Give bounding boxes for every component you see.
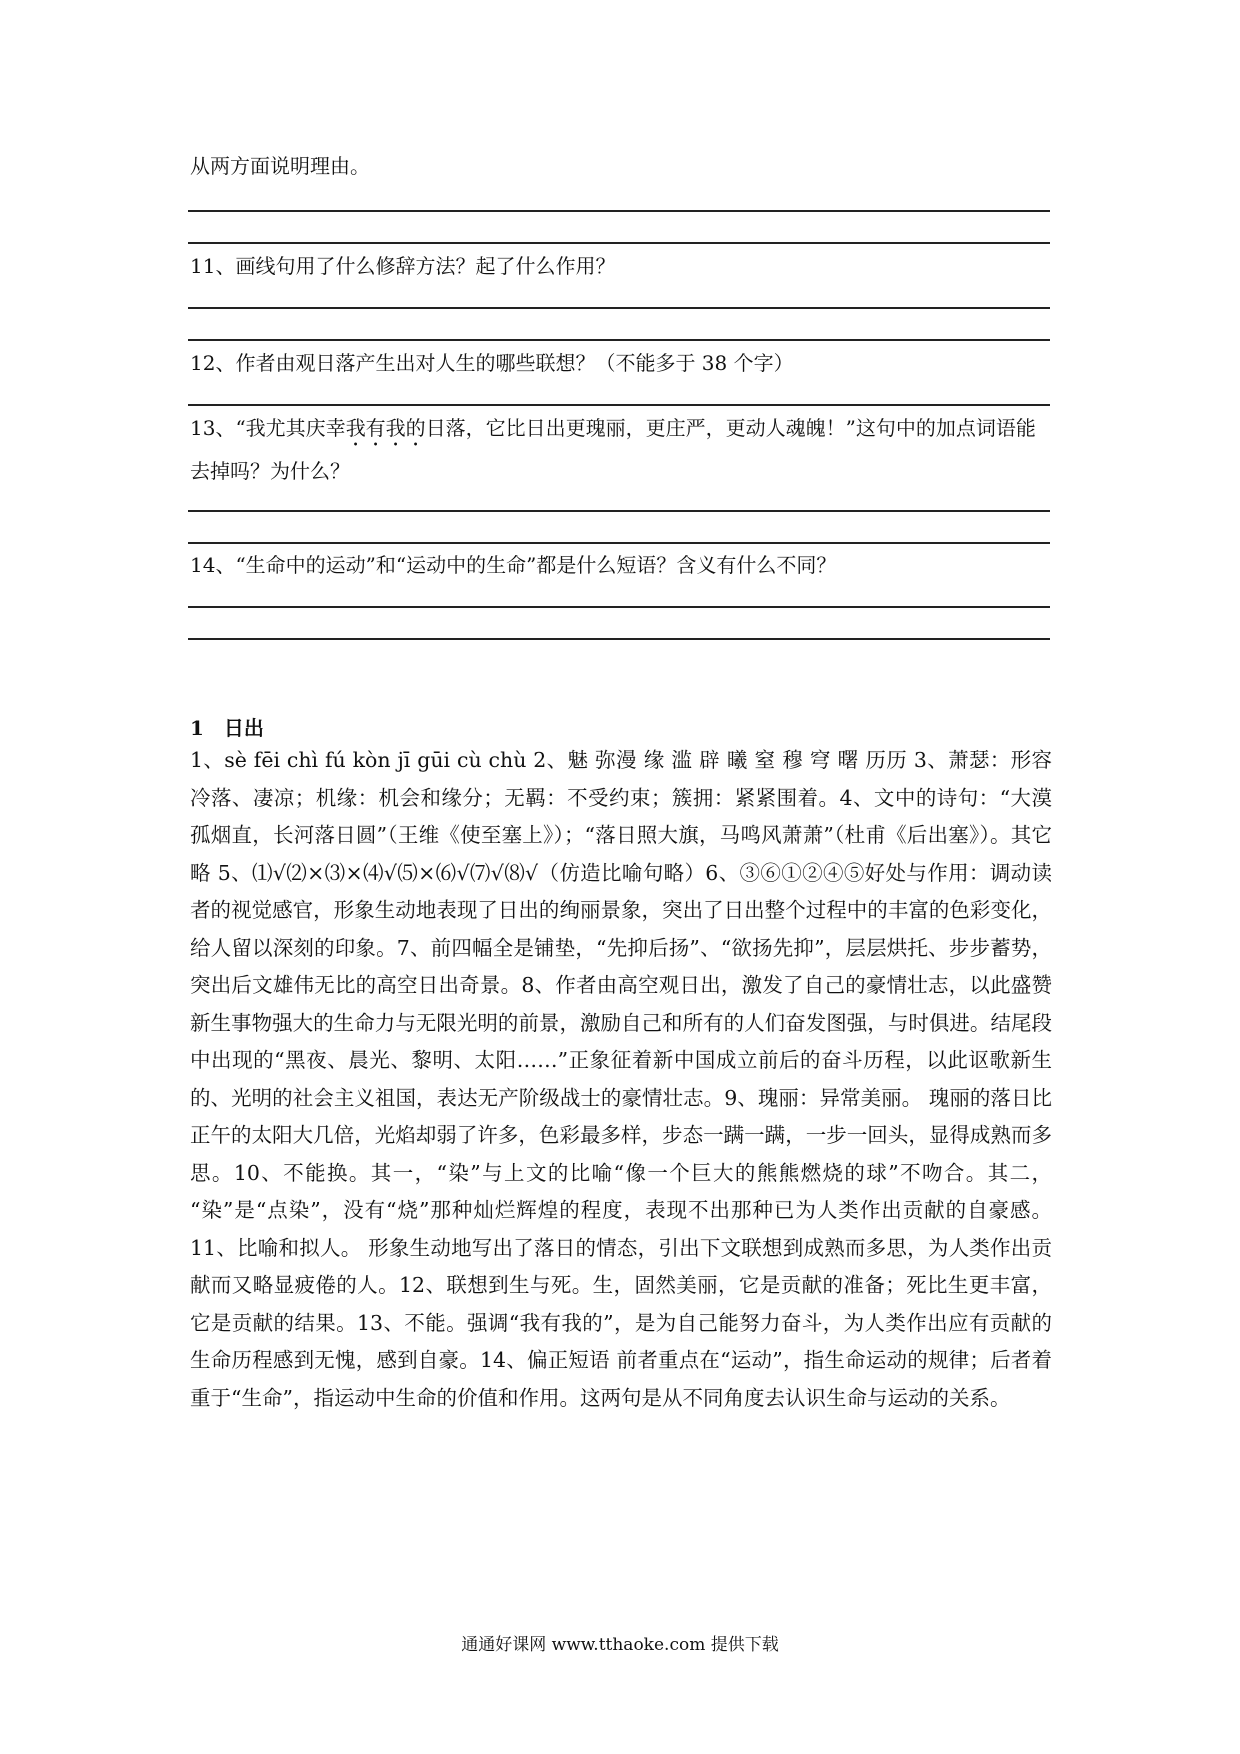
answer-line <box>188 542 1050 544</box>
answer-line <box>188 404 1050 406</box>
answer-12: 12、联想到生与死。生，固然美丽，它是贡献的准备；死比生更丰富，它是贡献的结果。 <box>190 1273 1052 1335</box>
answer-7: 7、前四幅全是铺垫，“先抑后扬”、“欲扬先抑”，层层烘托、步步蓄势，突出后文雄伟无比的高空日出奇景。 <box>190 935 1053 997</box>
answer-11: 11、比喻和拟人。 形象生动地写出了落日的情态，引出下文联想到成熟而多思，为人类作出贡献而又略显疲倦的人。 <box>190 1235 1052 1297</box>
answer-line <box>188 242 1050 244</box>
answer-key <box>190 742 1052 1417</box>
answer-4-5: 4、文中的诗句：“大漠孤烟直，长河落日圆”（王维《使至塞上》）；“落日照大旗，马鸣风萧萧”（杜甫《后出塞》）。其它略 5、⑴√⑵×⑶×⑷√⑸×⑹√⑺√⑻√（仿造比喻句略） <box>190 785 1052 885</box>
section-number: 1 <box>190 716 204 740</box>
question-13 <box>190 408 1050 491</box>
question-13-part-a: 13、“我尤其庆幸 <box>190 416 346 440</box>
answer-line <box>188 210 1050 212</box>
answer-14: 14、偏正短语 前者重点在“运动”，指生命运动的规律；后者着重于“生命”，指运动中生命的价值和作用。这两句是从不同角度去认识生命与运动的关系。 <box>190 1348 1053 1410</box>
emphasized-words: 我有我的 <box>345 416 426 440</box>
question-14: 14、“生命中的运动”和“运动中的生命”都是什么短语？含义有什么不同？ <box>190 553 837 577</box>
question-11: 11、画线句用了什么修辞方法？起了什么作用？ <box>190 254 616 278</box>
answer-line <box>188 307 1050 309</box>
answer-line <box>188 339 1050 341</box>
question-10-tail: 从两方面说明理由。 <box>190 154 370 178</box>
answer-section-title <box>190 712 264 741</box>
answer-9: 9、瑰丽：异常美丽。 瑰丽的落日比正午的太阳大几倍，光焰却弱了许多，色彩最多样，步态一蹒一蹒，一步一回头，显得成熟而多思。 <box>190 1085 1052 1185</box>
answer-10: 10、不能换。其一，“染”与上文的比喻“像一个巨大的熊熊燃烧的球”不吻合。其二， “染”是“点染”，没有“烧”那种灿烂辉煌的程度，表现不出那种已为人类作出贡献的自豪感。 <box>190 1160 1053 1222</box>
answer-6: 6、③⑥①②④⑤好处与作用：调动读者的视觉感官，形象生动地表现了日出的绚丽景象，突出了日出整个过程中的丰富的色彩变化，给人留以深刻的印象。 <box>190 860 1052 960</box>
question-13-part-b: 日落，它比日出更瑰丽，更庄严，更动人魂魄！”这句中的加点词语能去掉吗？为什么？ <box>190 416 1036 483</box>
answer-line <box>188 510 1050 512</box>
question-12: 12、作者由观日落产生出对人生的哪些联想？（不能多于 38 个字） <box>190 351 794 375</box>
answer-8: 8、作者由高空观日出，激发了自己的豪情壮志，以此盛赞新生事物强大的生命力与无限光明的前景，激励自己和所有的人们奋发图强，与时俱进。结尾段中出现的“黑夜、晨光、黎明、太阳……”正象征着新中国成立前后的奋斗历程，以此讴歌新生的、光明的社会主义祖国，表达无产阶级战士的豪情壮志。 <box>190 973 1053 1110</box>
answer-13: 13、不能。强调“我有我的”，是为自己能努力奋斗，为人类作出应有贡献的生命历程感到无愧，感到自豪。 <box>190 1310 1052 1372</box>
answer-line <box>188 606 1050 608</box>
answer-1-3: 1、sè fēi chì fú kòn jī gūi cù chù 2、魅 弥漫 缘 滥 辟 曦 窒 穆 穹 曙 历历 3、萧瑟：形容冷落、凄凉；机缘：机会和缘分；无羁：不受约束；簇拥：紧紧围着。 <box>190 748 1052 810</box>
footer-source: 通通好课网 www.tthaoke.com 提供下载 <box>461 1635 779 1655</box>
answer-line <box>188 638 1050 640</box>
section-title: 日出 <box>223 716 264 740</box>
